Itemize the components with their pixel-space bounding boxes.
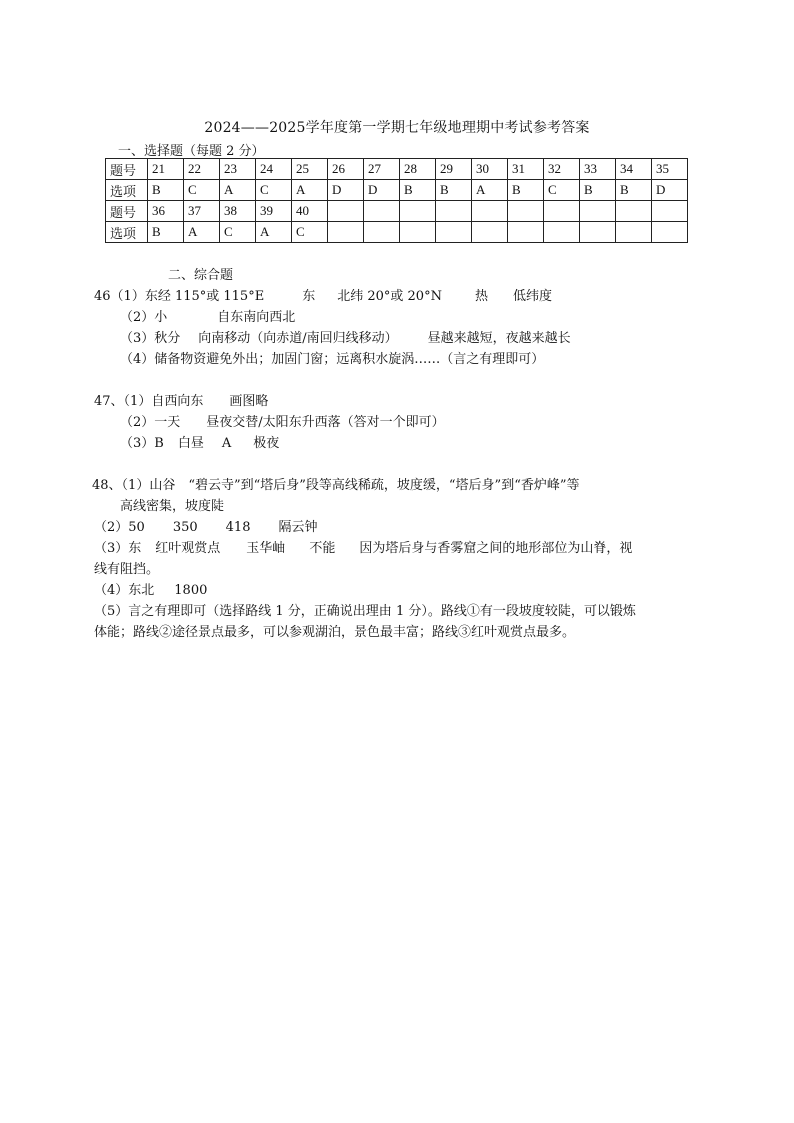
answer-cell: A — [256, 222, 292, 243]
row-label: 选项 — [106, 180, 148, 201]
q48-line-5b: 体能；路线②途径景点最多，可以参观湖泊，景色最丰富；路线③红叶观赏点最多。 — [94, 625, 576, 640]
question-number-cell: 34 — [616, 159, 652, 180]
answer-text: 向南移动（向赤道/南回归线移动） — [198, 331, 398, 346]
section2-heading: 二、综合题 — [168, 268, 234, 283]
question-number-cell: 31 — [508, 159, 544, 180]
empty-cell — [616, 201, 652, 222]
question-number-cell: 38 — [220, 201, 256, 222]
answer-text: 玉华岫 — [246, 541, 286, 556]
q48-line-5: （5）言之有理即可（选择路线 1 分，正确说出理由 1 分）。路线①有一段坡度较陡，可以锻炼 — [94, 604, 636, 619]
answer-cell: A — [184, 222, 220, 243]
answer-text: 昼越来越短，夜越来越长 — [427, 331, 571, 346]
table-row — [106, 201, 688, 222]
answer-text: 不能 — [309, 541, 336, 556]
answer-text: 红叶观赏点 — [155, 541, 221, 556]
answer-cell: A — [472, 180, 508, 201]
answer-text: （3）B — [120, 436, 164, 451]
q48-line-4 — [94, 582, 207, 600]
q48-line-3 — [94, 540, 632, 558]
answer-text: 东 — [302, 289, 316, 304]
question-number-cell: 30 — [472, 159, 508, 180]
answer-text: （3）秋分 — [120, 331, 181, 346]
question-number-cell: 23 — [220, 159, 256, 180]
question-number-cell: 27 — [364, 159, 400, 180]
answer-cell: B — [148, 222, 184, 243]
answer-text: 自东南向西北 — [217, 310, 296, 325]
answer-cell: B — [436, 180, 472, 201]
question-number-cell: 29 — [436, 159, 472, 180]
answer-text: 低纬度 — [512, 289, 552, 304]
question-number-cell: 39 — [256, 201, 292, 222]
empty-cell — [652, 201, 688, 222]
answer-text: 画图略 — [229, 394, 269, 409]
answer-text: 47、（1）自西向东 — [94, 394, 204, 409]
answer-cell: D — [364, 180, 400, 201]
question-number-cell: 37 — [184, 201, 220, 222]
answer-text: （2）一天 — [120, 415, 181, 430]
question-number-cell: 35 — [652, 159, 688, 180]
empty-cell — [652, 222, 688, 243]
answer-text: 极夜 — [253, 436, 280, 451]
answer-cell: B — [580, 180, 616, 201]
answer-text: A — [221, 436, 232, 451]
question-number-cell: 32 — [544, 159, 580, 180]
empty-cell — [364, 201, 400, 222]
question-number-cell: 24 — [256, 159, 292, 180]
q48-line-2 — [94, 519, 318, 537]
answer-text: 418 — [225, 520, 251, 535]
empty-cell — [580, 222, 616, 243]
answer-text: 350 — [172, 520, 198, 535]
empty-cell — [580, 201, 616, 222]
answer-cell: A — [220, 180, 256, 201]
answer-cell: C — [544, 180, 580, 201]
empty-cell — [616, 222, 652, 243]
choice-answer-table — [105, 158, 688, 243]
empty-cell — [436, 201, 472, 222]
answer-text: 热 — [474, 289, 488, 304]
question-number-cell: 36 — [148, 201, 184, 222]
answer-text: 1800 — [174, 583, 208, 598]
empty-cell — [364, 222, 400, 243]
answer-text: 白昼 — [177, 436, 204, 451]
question-number-cell: 33 — [580, 159, 616, 180]
row-label: 题号 — [106, 201, 148, 222]
answer-text: 昼夜交替/太阳东升西落（答对一个即可） — [206, 415, 445, 430]
section1-heading: 一、选择题（每题 2 分） — [118, 144, 265, 159]
answer-cell: C — [184, 180, 220, 201]
answer-text: （3）东 — [94, 541, 142, 556]
question-number-cell: 26 — [328, 159, 364, 180]
q48-line-3b: 线有阻挡。 — [94, 562, 160, 577]
empty-cell — [544, 222, 580, 243]
empty-cell — [328, 222, 364, 243]
answer-cell: C — [256, 180, 292, 201]
q46-line-1 — [94, 288, 552, 306]
row-label: 题号 — [106, 159, 148, 180]
answer-cell: C — [220, 222, 256, 243]
answer-cell: A — [292, 180, 328, 201]
answer-text: 46（1）东经 115°或 115°E — [94, 289, 265, 304]
question-number-cell: 28 — [400, 159, 436, 180]
answer-cell: B — [508, 180, 544, 201]
empty-cell — [508, 222, 544, 243]
answer-cell: B — [400, 180, 436, 201]
q46-line-4: （4）储备物资避免外出；加固门窗；远离积水旋涡……（言之有理即可） — [120, 352, 545, 367]
answer-cell: C — [292, 222, 328, 243]
empty-cell — [544, 201, 580, 222]
question-number-cell: 22 — [184, 159, 220, 180]
q47-line-2 — [120, 414, 445, 432]
empty-cell — [472, 201, 508, 222]
row-label: 选项 — [106, 222, 148, 243]
answer-text: （2）50 — [94, 520, 145, 535]
answer-cell: B — [616, 180, 652, 201]
table-row — [106, 222, 688, 243]
empty-cell — [400, 222, 436, 243]
page-title: 2024——2025学年度第一学期七年级地理期中考试参考答案 — [204, 120, 590, 136]
empty-cell — [328, 201, 364, 222]
answer-text: 隔云钟 — [278, 520, 318, 535]
q46-line-3 — [120, 330, 571, 348]
question-number-cell: 25 — [292, 159, 328, 180]
answer-text: 北纬 20°或 20°N — [337, 289, 442, 304]
q48-line-1b: 高线密集，坡度陡 — [120, 499, 225, 514]
q47-line-3 — [120, 435, 279, 453]
empty-cell — [508, 201, 544, 222]
answer-text: （2）小 — [120, 310, 168, 325]
empty-cell — [436, 222, 472, 243]
question-number-cell: 40 — [292, 201, 328, 222]
answer-cell: D — [652, 180, 688, 201]
answer-cell: B — [148, 180, 184, 201]
empty-cell — [472, 222, 508, 243]
answer-text: （4）东北 — [94, 583, 155, 598]
answer-cell: D — [328, 180, 364, 201]
q47-line-1 — [94, 393, 268, 411]
question-number-cell: 21 — [148, 159, 184, 180]
table-row — [106, 180, 688, 201]
table-row — [106, 159, 688, 180]
q46-line-2 — [120, 309, 295, 327]
empty-cell — [400, 201, 436, 222]
q48-line-1: 48、（1）山谷 “碧云寺”到“塔后身”段等高线稀疏，坡度缓，“塔后身”到“香炉峰”等 — [92, 478, 580, 493]
answer-text: 因为塔后身与香雾窟之间的地形部位为山脊，视 — [359, 541, 633, 556]
